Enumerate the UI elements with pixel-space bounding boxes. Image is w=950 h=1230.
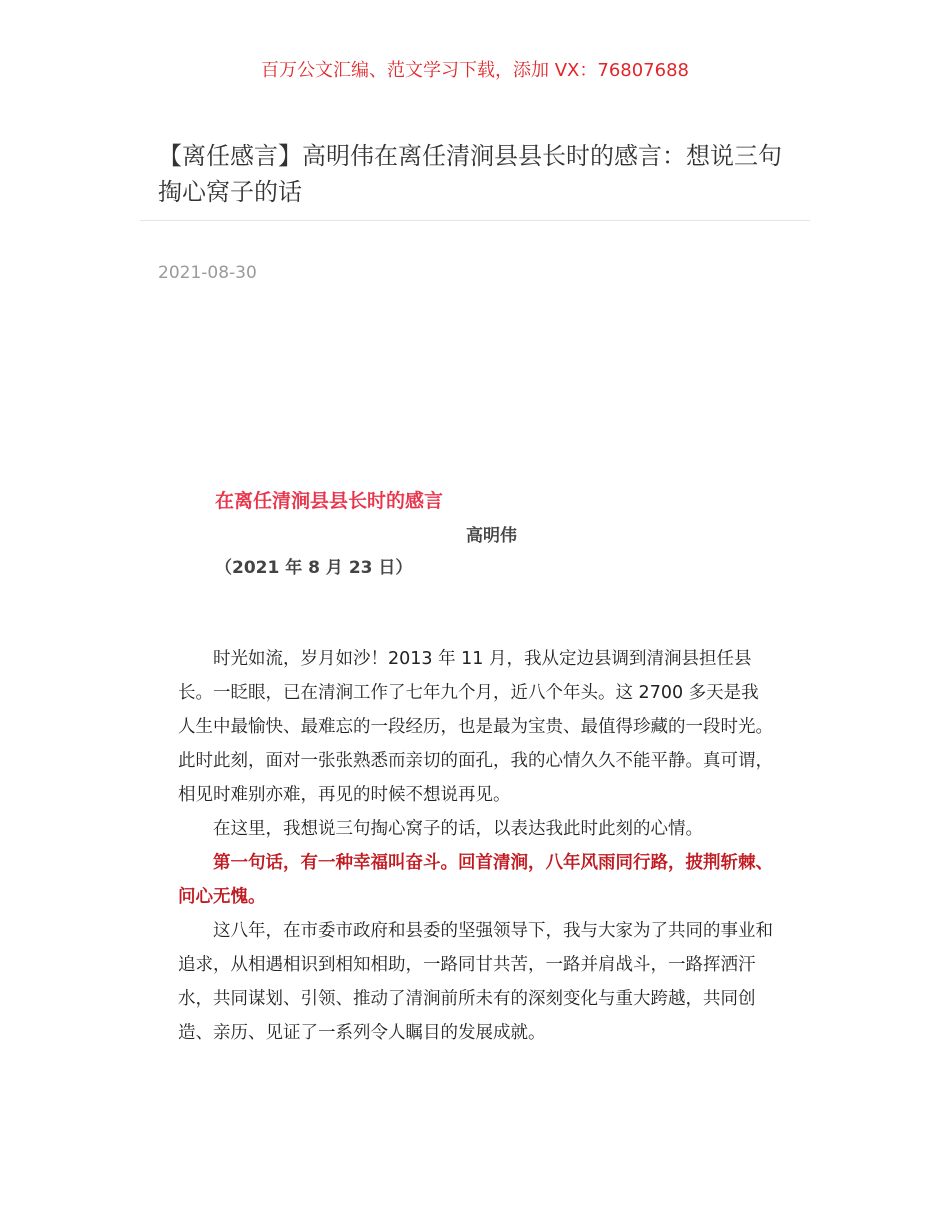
paragraph: 这八年，在市委市政府和县委的坚强领导下，我与大家为了共同的事业和追求，从相遇相识到相知相助，一路同甘共苦，一路并肩战斗，一路挥洒汗水，共同谋划、引领、推动了清涧前所未有的深刻变化与重大跨越，共同创造、亲历、见证了一系列令人瞩目的发展成就。 [178, 921, 773, 1043]
article-title: 【离任感言】高明伟在离任清涧县县长时的感言：想说三句掏心窝子的话 [158, 142, 782, 206]
publish-date: 2021-08-30 [158, 263, 257, 283]
promo-banner: 百万公文汇编、范文学习下载，添加 VX：76807688 [261, 60, 689, 81]
speech-body [178, 642, 773, 1050]
title-divider [140, 220, 810, 221]
highlight-paragraph: 第一句话，有一种幸福叫奋斗。回首清涧，八年风雨同行路，披荆斩棘、问心无愧。 [178, 853, 773, 907]
paragraph: 时光如流，岁月如沙！2013 年 11 月，我从定边县调到清涧县担任县长。一眨眼，已在清涧工作了七年九个月，近八个年头。这 2700 多天是我人生中最愉快、最难忘的一段经历，也是最为宝贵、最值得珍藏的一段时光。此时此刻，面对一张张熟悉而亲切的面孔，我的心情久久不能平静。真可谓，相见时难别亦难，再见的时候不想说再见。 [178, 649, 773, 805]
speech-author: 高明伟 [466, 526, 517, 546]
speech-title: 在离任清涧县县长时的感言 [215, 490, 444, 512]
paragraph: 在这里，我想说三句掏心窝子的话，以表达我此时此刻的心情。 [213, 819, 703, 839]
speech-date: （2021 年 8 月 23 日） [215, 558, 413, 578]
